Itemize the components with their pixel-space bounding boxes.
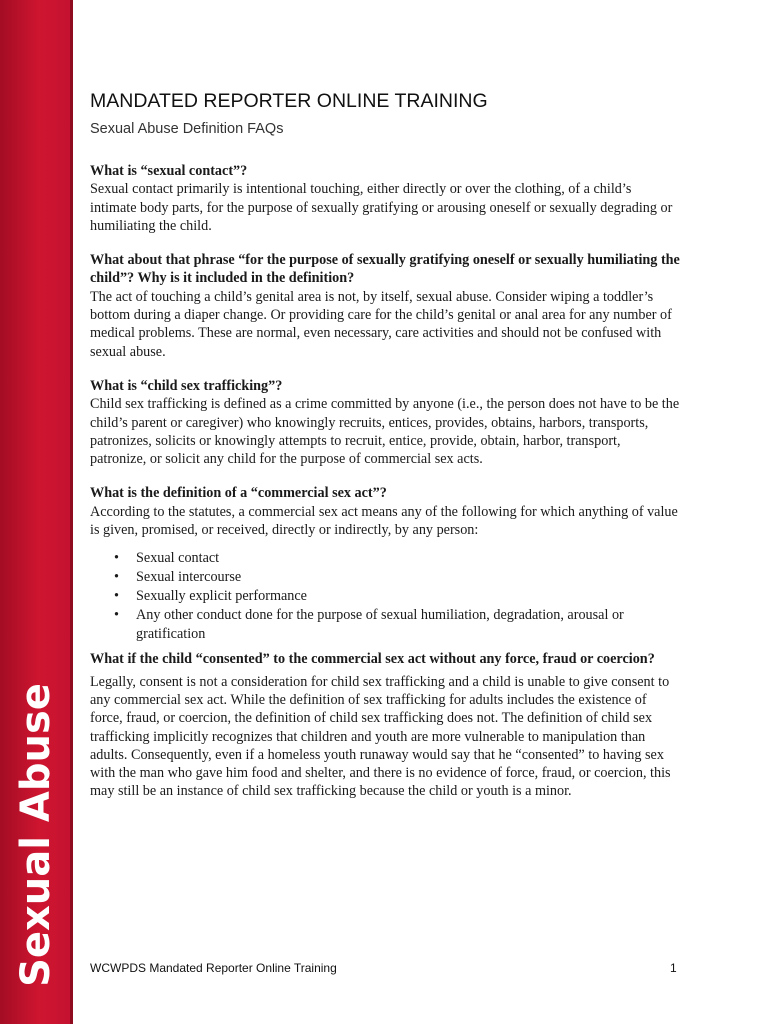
faq-question: What about that phrase “for the purpose of sexually gratifying oneself or sexually humiliating the child”? Why is it included in the definition? <box>90 252 680 287</box>
page-number: 1 <box>670 961 677 975</box>
bullet-text: Sexual intercourse <box>136 569 242 586</box>
faq-section <box>90 484 680 644</box>
faq-section <box>90 377 680 468</box>
bullet-icon: • <box>114 588 119 605</box>
document-subtitle: Sexual Abuse Definition FAQs <box>90 121 284 137</box>
bullet-icon: • <box>114 569 119 586</box>
bullet-item <box>114 606 680 644</box>
bullet-icon: • <box>114 550 119 567</box>
bullet-icon: • <box>114 607 119 624</box>
bullet-text: Sexual contact <box>136 550 220 567</box>
document-title: MANDATED REPORTER ONLINE TRAINING <box>90 90 488 112</box>
faq-question: What if the child “consented” to the commercial sex act without any force, fraud or coercion? <box>90 651 655 668</box>
bullet-item <box>114 587 680 606</box>
faq-answer: According to the statutes, a commercial sex act means any of the following for which anything of value is given, promised, or received, directly or indirectly, by any person: <box>90 503 678 539</box>
faq-question: What is “sexual contact”? <box>90 163 248 179</box>
faq-question: What is “child sex trafficking”? <box>90 377 283 394</box>
faq-question: What is the definition of a “commercial sex act”? <box>90 485 387 502</box>
faq-answer: The act of touching a child’s genital area is not, by itself, sexual abuse. Consider wiping a toddler’s bottom during a diaper change. Or providing care for the child’s genital or anal area for any number of medical problems. These are normal, even necessary, care activities and should not be confused with sexual abuse. <box>90 288 672 360</box>
faq-answer: Child sex trafficking is defined as a crime committed by anyone (i.e., the person does not have to be the child’s parent or caregiver) who knowingly recruits, entices, provides, obtains, harbors, transports, patronizes, solicits or knowingly attempts to recruit, entice, provide, obtain, harbor, transport, patronize, or solicit any child for the purpose of commercial sex acts. <box>90 396 680 468</box>
bullet-item <box>114 568 680 587</box>
faq-body <box>90 162 680 817</box>
bullet-item <box>114 549 680 568</box>
faq-section <box>90 251 680 361</box>
sidebar-label: Sexual Abuse <box>13 683 59 987</box>
footer-text: WCWPDS Mandated Reporter Online Training <box>90 961 337 975</box>
bullet-text: Sexually explicit performance <box>136 588 307 605</box>
faq-answer: Sexual contact primarily is intentional touching, either directly or over the clothing, of a child’s intimate body parts, for the purpose of sexually gratifying or arousing oneself or sexually degrading or humiliating the child. <box>90 181 673 234</box>
faq-section <box>90 650 680 800</box>
sidebar-edge <box>70 0 73 1024</box>
bullet-text: Any other conduct done for the purpose of sexual humiliation, degradation, arousal or gratification <box>136 607 624 643</box>
bullet-list <box>90 549 680 644</box>
faq-section <box>90 162 680 235</box>
faq-answer: Legally, consent is not a consideration for child sex trafficking and a child is unable to give consent to any commercial sex act. While the definition of sex trafficking for adults includes the existence of force, fraud, or coercion, the definition of child sex trafficking does not. The definition of child sex trafficking implicitly recognizes that children and youth are more vulnerable to manipulation than adults. Consequently, even if a homeless youth runaway would say that he “consented” to having sex with the man who gave him food and shelter, and there is no evidence of force, fraud, or coercion, this may still be an instance of child sex trafficking because the child or youth is a minor. <box>90 673 671 800</box>
